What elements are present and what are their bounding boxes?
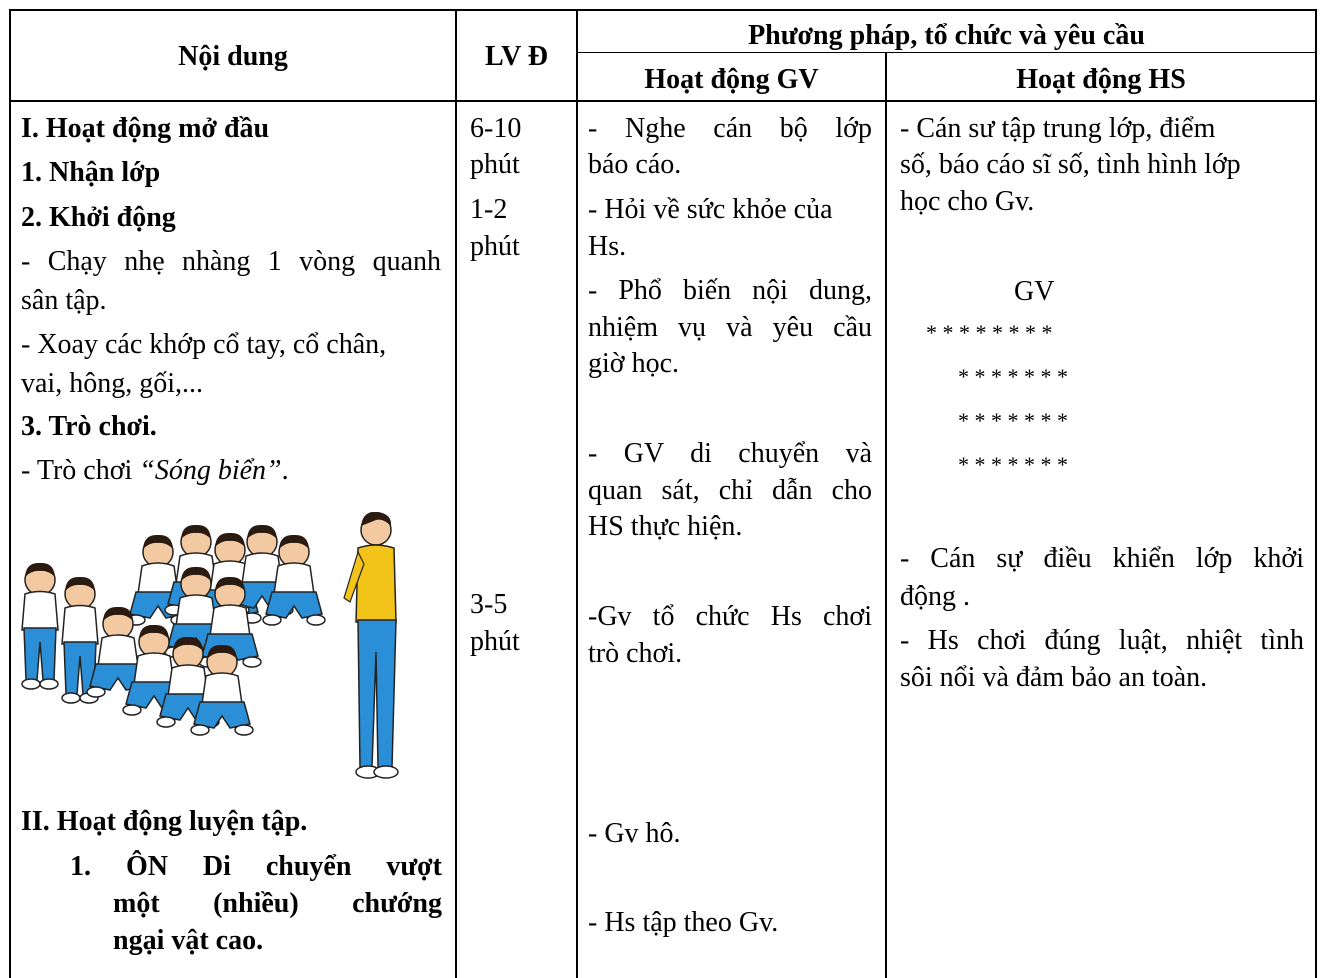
hs-a2: số, báo cáo sĩ số, tình hình lớp <box>900 149 1241 180</box>
header-phuong-phap: Phương pháp, tổ chức và yêu cầu <box>748 20 1145 51</box>
time-3a: 3-5 <box>470 589 508 620</box>
gv-a1: - Nghe cán bộ lớp <box>588 113 872 144</box>
header-hoat-dong-gv: Hoạt động GV <box>644 64 819 95</box>
hs-c2: sôi nổi và đảm bảo an toàn. <box>900 662 1208 693</box>
time-2a: 1-2 <box>470 194 508 225</box>
text-chay-line2: sân tập. <box>21 285 107 316</box>
header-noi-dung: Nội dung <box>178 41 288 72</box>
gv-d1: - GV di chuyển và <box>588 438 872 469</box>
game-illustration <box>18 512 418 792</box>
section-2-title: II. Hoạt động luyện tập. <box>21 806 308 837</box>
time-1a: 6-10 <box>470 113 522 144</box>
formation-row-4: * * * * * * * <box>958 452 1068 477</box>
hs-a1: - Cán sư tập trung lớp, điểm <box>900 113 1216 144</box>
time-1b: phút <box>470 149 520 180</box>
col-divider-3 <box>885 52 887 978</box>
gv-e2: trò chơi. <box>588 638 683 669</box>
item-nhan-lop: 1. Nhận lớp <box>21 157 161 188</box>
time-2b: phút <box>470 231 520 262</box>
gv-e1: -Gv tổ chức Hs chơi <box>588 601 872 632</box>
gv-c2: nhiệm vụ và yêu cầu <box>588 312 872 343</box>
tro-choi-name: “Sóng biển” <box>139 455 282 486</box>
left-border <box>9 9 11 978</box>
hs-c1: - Hs chơi đúng luật, nhiệt tình <box>900 625 1304 656</box>
right-border <box>1315 9 1317 978</box>
gv-b2: Hs. <box>588 231 627 262</box>
formation-row-2: * * * * * * * <box>958 364 1068 389</box>
text-on-line1: 1. ÔN Di chuyển vượt <box>70 851 442 882</box>
gv-a2: báo cáo. <box>588 149 682 180</box>
hs-b2: động . <box>900 581 970 612</box>
text-tro-choi-desc <box>21 457 289 485</box>
header-bottom-border <box>9 100 1317 102</box>
gv-c1: - Phổ biến nội dung, <box>588 275 872 306</box>
gv-b1: - Hỏi về sức khỏe của <box>588 194 833 225</box>
gv-g1: - Hs tập theo Gv. <box>588 907 779 938</box>
formation-row-3: * * * * * * * <box>958 408 1068 433</box>
top-border <box>9 9 1317 11</box>
formation-row-1: * * * * * * * * <box>926 320 1053 345</box>
header-hoat-dong-hs: Hoạt động HS <box>1016 64 1186 95</box>
col-divider-1 <box>455 9 457 978</box>
text-xoay-line2: vai, hông, gối,... <box>21 368 203 399</box>
gv-d2: quan sát, chỉ dẫn cho <box>588 475 872 506</box>
hs-a3: học cho Gv. <box>900 186 1035 217</box>
text-xoay-line1: - Xoay các khớp cổ tay, cổ chân, <box>21 329 387 360</box>
text-on-line2: một (nhiều) chướng <box>113 888 442 919</box>
gv-c3: giờ học. <box>588 348 680 379</box>
gv-f1: - Gv hô. <box>588 818 681 849</box>
tro-choi-prefix: - Trò chơi <box>21 455 140 486</box>
teacher-figure <box>344 512 398 778</box>
gv-d3: HS thực hiện. <box>588 511 743 542</box>
hs-b1: - Cán sự điều khiển lớp khởi <box>900 543 1304 574</box>
item-khoi-dong: 2. Khởi động <box>21 202 176 233</box>
formation-gv-label: GV <box>1014 276 1055 307</box>
item-tro-choi: 3. Trò chơi. <box>21 411 157 442</box>
section-1-title: I. Hoạt động mở đầu <box>21 113 270 144</box>
header-divider-sub <box>577 52 1317 53</box>
text-on-line3: ngại vật cao. <box>113 925 264 956</box>
col-divider-2 <box>576 9 578 978</box>
text-chay-line1: - Chạy nhẹ nhàng 1 vòng quanh <box>21 246 441 277</box>
tro-choi-suffix: . <box>281 455 289 486</box>
time-3b: phút <box>470 626 520 657</box>
header-lvd: LV Đ <box>484 41 549 72</box>
